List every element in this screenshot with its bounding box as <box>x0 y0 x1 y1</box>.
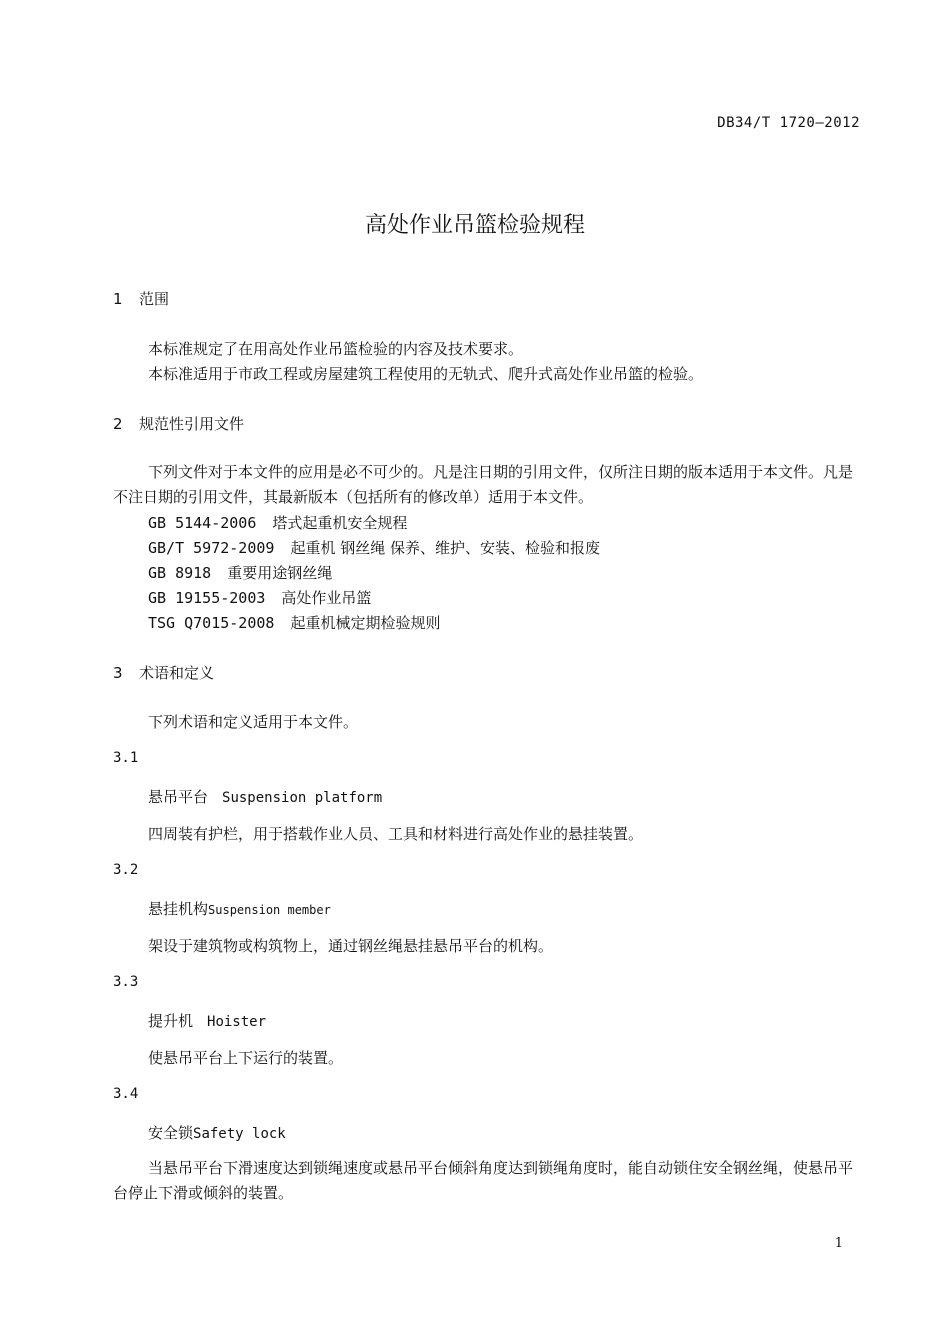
reference-code: GB 5144-2006 <box>148 514 257 532</box>
term-heading <box>148 1010 266 1031</box>
reference-code: GB 8918 <box>148 564 212 582</box>
reference-name: 高处作业吊篮 <box>281 589 372 607</box>
term-heading <box>148 898 331 919</box>
reference-item <box>148 612 440 633</box>
terms-intro-paragraph: 下列术语和定义适用于本文件。 <box>148 713 359 731</box>
document-code: DB34/T 1720—2012 <box>717 115 860 131</box>
reference-item <box>148 537 600 558</box>
reference-code: TSG Q7015-2008 <box>148 614 275 632</box>
section-number: 3 <box>113 664 123 682</box>
reference-code: GB/T 5972-2009 <box>148 539 275 557</box>
term-heading <box>148 1122 286 1143</box>
section-title: 范围 <box>139 290 170 308</box>
section-heading-scope <box>113 288 169 309</box>
term-zh: 提升机 <box>148 1012 194 1030</box>
term-zh: 悬挂机构 <box>148 900 209 918</box>
term-en: Suspension member <box>208 903 331 917</box>
term-number: 3.3 <box>113 974 139 990</box>
reference-name: 塔式起重机安全规程 <box>272 514 408 532</box>
term-definition: 当悬吊平台下滑速度达到锁绳速度或悬吊平台倾斜角度达到锁绳角度时，能自动锁住安全钢丝绳，使悬吊平台停止下滑或倾斜的装置。 <box>113 1159 854 1202</box>
reference-name: 重要用途钢丝绳 <box>227 564 333 582</box>
term-number: 3.1 <box>113 750 139 766</box>
reference-name: 起重机 钢丝绳 保养、维护、安装、检验和报废 <box>290 539 600 557</box>
section-heading-terms <box>113 662 214 683</box>
term-en: Hoister <box>207 1014 267 1030</box>
section-number: 1 <box>113 290 123 308</box>
section-heading-refs <box>113 413 244 434</box>
reference-code: GB 19155-2003 <box>148 589 266 607</box>
section-title: 术语和定义 <box>139 664 215 682</box>
section-title: 规范性引用文件 <box>139 415 245 433</box>
reference-item <box>148 562 332 583</box>
section-number: 2 <box>113 415 123 433</box>
page-number: 1 <box>834 1236 843 1251</box>
term-en: Suspension platform <box>222 790 383 806</box>
reference-item <box>148 512 407 533</box>
term-definition: 使悬吊平台上下运行的装置。 <box>148 1049 344 1067</box>
term-zh: 悬吊平台 <box>148 788 209 806</box>
reference-name: 起重机械定期检验规则 <box>290 614 441 632</box>
term-number: 3.4 <box>113 1086 139 1102</box>
term-zh: 安全锁 <box>148 1124 194 1142</box>
document-title: 高处作业吊篮检验规程 <box>364 213 585 238</box>
term-definition: 四周装有护栏，用于搭载作业人员、工具和材料进行高处作业的悬挂装置。 <box>148 825 644 843</box>
paragraph: 本标准规定了在用高处作业吊篮检验的内容及技术要求。 <box>148 340 524 358</box>
term-number: 3.2 <box>113 862 139 878</box>
term-heading <box>148 786 382 807</box>
term-definition: 架设于建筑物或构筑物上，通过钢丝绳悬挂悬吊平台的机构。 <box>148 937 554 955</box>
paragraph: 本标准适用于市政工程或房屋建筑工程使用的无轨式、爬升式高处作业吊篮的检验。 <box>148 365 704 383</box>
term-en: Safety lock <box>193 1126 286 1142</box>
reference-item <box>148 587 371 608</box>
refs-intro-paragraph: 下列文件对于本文件的应用是必不可少的。凡是注日期的引用文件，仅所注日期的版本适用于本文件。凡是不注日期的引用文件，其最新版本（包括所有的修改单）适用于本文件。 <box>113 463 854 506</box>
